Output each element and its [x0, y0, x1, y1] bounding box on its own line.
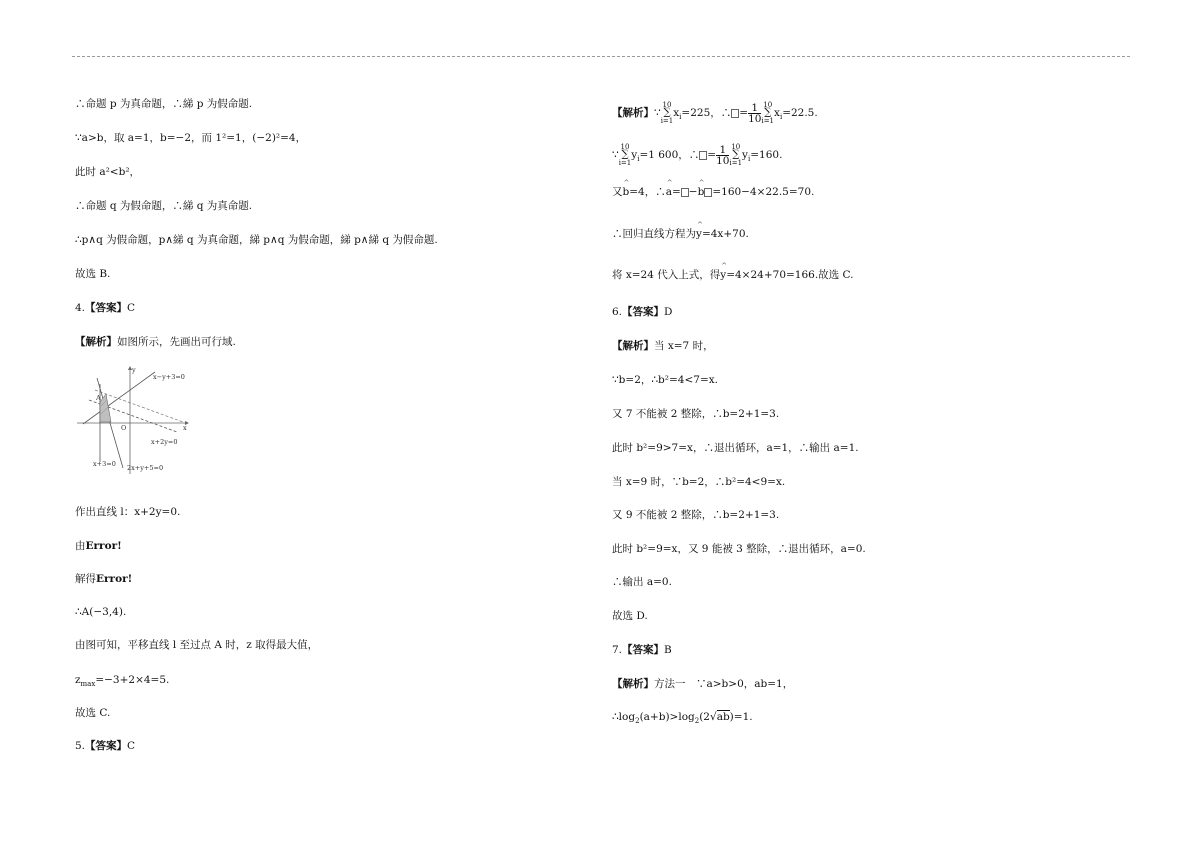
- a-hat: ^ a: [666, 185, 672, 199]
- text-line: 当 x=9 时，∵b=2，∴b²=4<9=x.: [612, 476, 786, 488]
- analysis-line: [612, 339, 714, 353]
- var: y: [742, 149, 748, 161]
- text-line: 此时 a²<b²，: [75, 166, 141, 178]
- label-y-axis: y: [132, 366, 136, 374]
- question-number: 6.: [612, 306, 623, 318]
- analysis-tag: 【解析】: [612, 340, 654, 352]
- feasible-region: [100, 394, 111, 422]
- equals: =: [671, 186, 681, 198]
- fraction: [748, 103, 761, 124]
- log-text: (a+b)>log: [639, 711, 695, 723]
- label-x-minus-y-plus-3: x−y+3=0: [153, 373, 185, 381]
- var: x: [673, 107, 680, 119]
- text-prefix: 解得: [75, 573, 96, 585]
- log-base: 2: [694, 717, 700, 726]
- text-line: [75, 539, 122, 553]
- sum-lower: i=1: [729, 159, 743, 167]
- text-line: 又 7 不能被 2 整除，∴b=2+1=3.: [612, 408, 780, 420]
- text-line: 故选 B.: [75, 268, 111, 280]
- equation-text: =−3+2×4=5.: [95, 674, 170, 686]
- sum-upper: 10: [731, 143, 741, 151]
- text: ∴回归直线方程为: [612, 228, 696, 240]
- answer-tag: 【答案】: [85, 740, 128, 752]
- summation: [661, 101, 674, 125]
- sum-lower: i=1: [618, 159, 632, 167]
- var: x: [774, 107, 780, 119]
- text-line: ∴命题 p 为真命题，∴綈 p 为假命题.: [75, 98, 253, 110]
- sum-lower: i=1: [761, 117, 775, 125]
- analysis-tag: 【解析】: [75, 336, 117, 348]
- sum-sign: ∑: [764, 107, 772, 118]
- text-line: 又 9 不能被 2 整除，∴b=2+1=3.: [612, 509, 780, 521]
- text-line: [75, 572, 132, 586]
- feasible-region-figure: [75, 364, 193, 476]
- header-rule: [72, 56, 1130, 57]
- subscript: max: [80, 680, 96, 689]
- text: 又: [612, 186, 623, 198]
- sum-upper: 10: [763, 101, 773, 109]
- denominator: 10: [716, 154, 730, 167]
- analysis-text: 方法一 ∵a>b>0，ab=1，: [654, 678, 794, 690]
- fraction: [716, 145, 729, 166]
- sum-sign: ∑: [663, 107, 671, 118]
- equation-text: =4×24+70=166.故选 C.: [726, 269, 854, 281]
- numerator: 1: [748, 103, 761, 114]
- answer-heading-4: [75, 301, 135, 315]
- subscript: i: [637, 155, 640, 164]
- because-symbol: ∵: [654, 107, 661, 119]
- label-origin: O: [121, 424, 127, 432]
- equals: =: [707, 149, 717, 161]
- text-prefix: 由: [75, 540, 86, 552]
- answer-value: C: [127, 740, 136, 752]
- text-line: ∴命题 q 为假命题，∴綈 q 为真命题.: [75, 200, 253, 212]
- error-marker: Error!: [96, 573, 133, 585]
- formula-line: [612, 143, 782, 167]
- answer-heading-5: [75, 739, 135, 753]
- minus: −: [688, 186, 698, 198]
- y-hat: ^ y: [720, 268, 726, 282]
- equals: =: [739, 107, 749, 119]
- label-point-a: A: [96, 394, 101, 402]
- label-x-plus-2y: x+2y=0: [151, 438, 178, 446]
- formula-line: [612, 101, 818, 125]
- equation-text: =4，∴: [629, 186, 666, 198]
- text-line: 由图可知，平移直线 l 至过点 A 时，z 取得最大值，: [75, 639, 319, 651]
- formula-line: [612, 185, 814, 199]
- answer-tag: 【答案】: [622, 644, 665, 656]
- formula-line: [612, 227, 749, 241]
- equation-text: =4x+70.: [701, 228, 749, 240]
- z-symbol: z: [75, 674, 81, 686]
- sum-upper: 10: [662, 101, 672, 109]
- equation-text: =160−4×22.5=70.: [712, 186, 815, 198]
- answer-tag: 【答案】: [85, 302, 128, 314]
- question-number: 4.: [75, 302, 86, 314]
- text-line: 故选 D.: [612, 610, 648, 622]
- analysis-line: [612, 677, 793, 691]
- text-line: 此时 b²=9=x，又 9 能被 3 整除，∴退出循环，a=0.: [612, 543, 866, 555]
- text-line: 此时 b²=9>7=x，∴退出循环，a=1，∴输出 a=1.: [612, 442, 859, 454]
- equation-text: =225，∴: [681, 107, 732, 119]
- subscript: i: [747, 155, 751, 164]
- error-marker: Error!: [85, 540, 122, 552]
- label-2x-plus-y-plus-5: 2x+y+5=0: [127, 464, 164, 472]
- sum-lower: i=1: [660, 117, 674, 125]
- equation-text: (2: [699, 711, 710, 723]
- text-line: ∵a>b，取 a=1，b=−2，而 1²=1，(−2)²=4，: [75, 132, 307, 144]
- mean-y-placeholder: [681, 188, 689, 197]
- analysis-tag: 【解析】: [612, 107, 654, 119]
- radicand: ab: [716, 711, 730, 723]
- analysis-tag: 【解析】: [612, 678, 654, 690]
- b-hat: ^ b: [698, 185, 705, 199]
- answer-value: D: [664, 306, 673, 318]
- text-line: 故选 C.: [75, 707, 111, 719]
- label-x-plus-3: x+3=0: [93, 460, 116, 468]
- sum-sign: ∑: [621, 149, 629, 160]
- analysis-text: 当 x=7 时，: [654, 340, 714, 352]
- analysis-text: 如图所示，先画出可行域.: [117, 336, 236, 348]
- summation: [729, 143, 742, 167]
- question-number: 7.: [612, 644, 623, 656]
- text-line: ∴A(−3,4).: [75, 606, 127, 618]
- question-number: 5.: [75, 740, 86, 752]
- sum-upper: 10: [620, 143, 630, 151]
- text-line: ∴p∧q 为假命题，p∧綈 q 为真命题，綈 p∧q 为假命题，綈 p∧綈 q 为假命题.: [75, 234, 438, 246]
- y-hat: ^ y: [696, 227, 702, 241]
- log-text: ∴log: [612, 711, 636, 723]
- answer-tag: 【答案】: [622, 306, 665, 318]
- sum-sign: ∑: [732, 149, 740, 160]
- text-line: [75, 673, 169, 691]
- formula-line: [612, 268, 854, 282]
- subscript: i: [679, 113, 682, 122]
- equation-text: =1 600，∴: [639, 149, 700, 161]
- answer-heading-6: [612, 305, 672, 319]
- denominator: 10: [748, 112, 762, 125]
- text: 将 x=24 代入上式，得: [612, 269, 721, 281]
- equation-text: =160.: [750, 149, 783, 161]
- equation-text: )=1.: [729, 711, 753, 723]
- summation: [619, 143, 632, 167]
- label-x-axis: x: [183, 424, 187, 432]
- analysis-line: [75, 335, 236, 349]
- sqrt-icon: √: [709, 711, 717, 723]
- equation-text: =22.5.: [782, 107, 818, 119]
- feasible-region-svg: [75, 364, 193, 476]
- answer-value: B: [664, 644, 672, 656]
- var: y: [631, 149, 638, 161]
- because-symbol: ∵: [612, 149, 619, 161]
- log-base: 2: [635, 717, 640, 726]
- answer-heading-7: [612, 643, 672, 657]
- formula-line: [612, 710, 753, 728]
- line-x-minus-y-plus-3: [83, 372, 155, 424]
- b-hat: ^ b: [623, 185, 630, 199]
- text-line: ∴输出 a=0.: [612, 576, 672, 588]
- text-line: 作出直线 l：x+2y=0.: [75, 506, 181, 518]
- answer-value: C: [127, 302, 136, 314]
- text-line: ∵b=2，∴b²=4<7=x.: [612, 374, 719, 386]
- subscript: i: [779, 113, 783, 122]
- summation: [761, 101, 774, 125]
- numerator: 1: [716, 145, 729, 156]
